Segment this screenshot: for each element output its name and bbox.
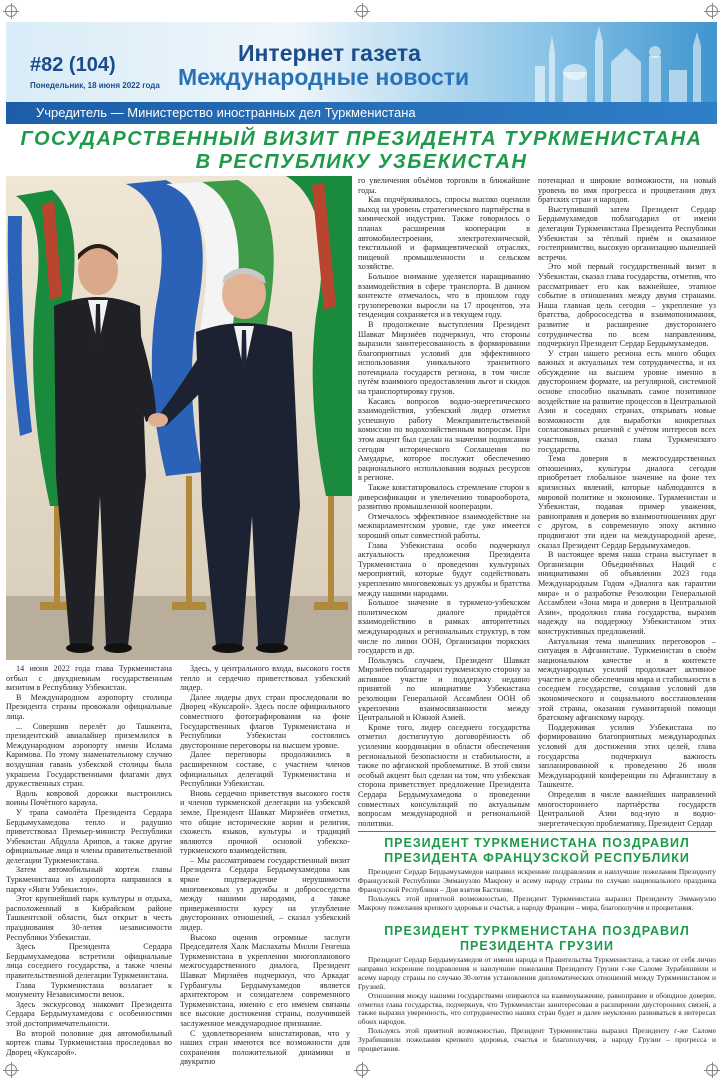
handshake-photo-illustration <box>6 176 352 660</box>
paragraph: Вновь сердечно приветствуя высокого гостя и членов туркменской делегации на узбекской земле, Президент Шавкат Мирзиёев отметил, что общие исторические корни и религия, схожесть языков, культуры и традиций являются прочной основой узбекско-туркменского взаимодействия. <box>180 788 350 856</box>
paragraph: У трапа самолёта Президента Сердара Бердымухамедова тепло и радушно приветствовал Премьер-министр Республики Узбекистан Абдулла Арипов, а также другие официальные лица и члены правительственной делегации Туркменистана. <box>6 807 172 865</box>
article-column-4 <box>538 176 716 828</box>
paragraph: У стран нашего региона есть много общих важных и актуальных тем сотрудничества, и их обсуждение на высшем уровне именно в двустороннем формате, на регулярной, системной основе способно оказывать самое позитивное воздействие на развитие процессов в Центральной Азии и соседних странах, открывать новые возможности для выработки конкретных согласованных решений с учётом интересов всех участников, сказал глава Туркменского государства. <box>538 348 716 454</box>
headline-line: ПРЕЗИДЕНТ ТУРКМЕНИСТАНА ПОЗДРАВИЛ <box>384 836 690 850</box>
issue-number: #82 (104) <box>30 54 116 76</box>
headline-line: ПРЕЗИДЕНТА ФРАНЦУЗСКОЙ РЕСПУБЛИКИ <box>384 851 690 865</box>
paper-subtitle: Международные новости <box>178 64 470 90</box>
paragraph: В Международном аэропорту столицы Президента страны провожали официальные лица. <box>6 692 172 721</box>
georgia-article <box>358 956 716 1076</box>
paragraph: Также констатировалось стремление сторон к диверсификации и увеличению товарооборота, развитию промышленной кооперации. <box>358 483 530 512</box>
paragraph: Актуальная тема нынешних переговоров – ситуация в Афганистане. Туркменистан в своём национальном качестве и в контексте международных усилий продолжает активное участие в деле обеспечения мира и стабильности в соседнем государстве, создания условий для экономического и социального восстановления этой страны, оказания гуманитарной помощи братскому афганскому народу. <box>538 636 716 723</box>
paragraph: Кроме того, лидер соседнего государства отметил достигнутую договорённость об усилении координации в области обеспечения региональной безопасности и стабильности, а также по афганской проблематике. В этой связи особый акцент был сделан на том, что узбекская сторона приветствует предложение Президента Сердара Бердымухамедова о проведении совместных консультаций по актуальным вопросам международной и региональной политики. <box>358 722 530 828</box>
paragraph: Далее лидеры двух стран проследовали во Дворец «Куксарой». Здесь после официального совместного фотографирования на фоне Государственных флагов Туркменистана и Республики Узбекистан состоялись двусторонние переговоры на высшем уровне. <box>180 692 350 750</box>
paragraph: Отмечалось эффективное взаимодействие на межпарламентском уровне, где уже имеется хороший опыт совместной работы. <box>358 511 530 540</box>
city-skyline-icon <box>527 22 717 102</box>
france-headline <box>358 836 716 866</box>
paragraph: Президент Сердар Бердымухамедов направил искренние поздравления и наилучшие пожелания Президенту Французской Республики Эммануэлю Макрону и всему народу страны по случаю национального праздника Французской Республики – Дня взятия Бастилии. <box>358 868 716 894</box>
headline-line: В РЕСПУБЛИКУ УЗБЕКИСТАН <box>195 151 528 173</box>
georgia-headline <box>358 924 716 954</box>
paragraph: Пользуясь этой приятной возможностью, Президент Туркменистана выразил Президенту г-же Саломе Зурабишвили пожелания крепкого здоровья, счастья и благополучия, а народу Грузии – прогресса и процветания. <box>358 1026 716 1054</box>
paragraph: ... Совершив перелёт до Ташкента, президентский авиалайнер приземлился в Международном аэропорту имени Ислама Каримова. По этому знаменательному случаю воздушная гавань узбекской столицы была украшена Государственными флагами двух дружественных стран. <box>6 721 172 789</box>
paragraph: Высоко оценив огромные заслуги Председателя Халк Маслахаты Милли Генгеша Туркменистана в укреплении многопланового межгосударственного диалога, Президент Шавкат Мирзиёев подчеркнул, что Аркадаг Гурбангулы Бердымухамедов является архитектором и созидателем современного Туркменистана, именно с его именем связаны все высокие достижения страны, получившей заслуженное международное признание. <box>180 932 350 1028</box>
article-column-1 <box>6 664 172 1076</box>
paragraph: Глава Туркменистана возлагает к монументу Независимости венок. <box>6 980 172 1000</box>
paragraph: Затем автомобильный кортеж главы Туркменистана из аэропорта направился к парку «Янги Узбекистон». <box>6 865 172 894</box>
paragraph: Здесь, у центрального входа, высокого гостя тепло и сердечно приветствовал узбекский лидер. <box>180 664 350 693</box>
crop-mark-icon <box>706 5 718 17</box>
article-column-2 <box>180 664 350 1076</box>
paragraph: Большое внимание уделяется наращиванию взаимодействия в сфере транспорта. В данном контексте отмечалось, что в прошлом году грузоперевозки выросли на 17 процентов, эта тенденция сохраняется и в текущем году. <box>358 271 530 320</box>
masthead <box>6 22 717 102</box>
paragraph: Выступивший затем Президент Сердар Бердымухамедов поблагодарил от имени делегации Туркменистана Президента Республики Узбекистан за тёплый приём и оказанное гостеприимство, высокую организацию нынешней встречи. <box>538 204 716 262</box>
paragraph: В продолжение выступления Президент Шавкат Мирзиёев подчеркнул, что стороны выразили заинтересованность в формировании благоприятных условий для эффективного использования уникального транзитного потенциала государств региона, в том числе путём взаимного предоставления льгот и скидок на транспортировку грузов. <box>358 319 530 397</box>
paragraph: го увеличения объёмов торговли в ближайшие годы. <box>358 176 530 195</box>
paragraph: Поддерживая усилия Узбекистана по формированию благоприятных международных условий для достижения этих целей, глава государства подчеркнул важность запланированной к проведению 26 июля Международной конференции по Афганистану в Ташкенте. <box>538 722 716 790</box>
paragraph: Это мой первый государственный визит в Узбекистан, сказал глава государства, отметив, что рассматривает его как важнейшее, этапное событие в отношениях между двумя странами. Наша главная цель сегодня – укрепление уз братства, добрососедства и взаимопонимания, развитие и расширение двустороннего сотрудничества по всем направлениям, подчеркнул Президент Сердар Бердымухамедов. <box>538 262 716 349</box>
paragraph: Пользуясь случаем, Президент Шавкат Мирзиёев поблагодарил туркменскую сторону за активное участие и поддержку недавно принятой по инициативе Узбекистана резолюции Генеральной Ассамблеи ООН об укреплении взаимосвязанности между Центральной и Южной Азией. <box>358 655 530 723</box>
paper-title: Интернет газета <box>238 40 421 66</box>
france-article <box>358 868 716 920</box>
headline-line: ПРЕЗИДЕНТ ТУРКМЕНИСТАНА ПОЗДРАВИЛ <box>384 924 690 938</box>
issue-date: Понедельник, 18 июня 2022 года <box>30 81 160 90</box>
crop-mark-icon <box>5 5 17 17</box>
paragraph: Президент Сердар Бердымухамедов от имени народа и Правительства Туркменистана, а также от себя лично направил искренние поздравления и наилучшие пожелания Президенту Грузии г-же Саломе Зурабишвили и всему народу страны по случаю 30-летия установления дипломатических отношений между Туркменистаном и Грузией. <box>358 956 716 991</box>
paragraph: Здесь Президента Сердара Бердымухамедова встретили официальные лица соседнего государства, а также члены правительственной делегации Туркменистана. <box>6 942 172 980</box>
main-headline <box>6 128 717 174</box>
paragraph: Определив в числе важнейших направлений многостороннего партнёрства государств Центральной Азии вод-ную и водно-энергетическую проблематику, Президент Сердар <box>538 790 716 828</box>
paragraph: Вдоль ковровой дорожки выстроились воины Почётного караула. <box>6 788 172 808</box>
lead-photo <box>6 176 352 660</box>
paragraph: Как подчёркивалось, спросы высоко оценили выход на уровень стратегического партнёрства в химической индустрии. Также говорилось о планах расширения кооперации в автомобилестроении, электротехнической, текстильной и фармацевтической отраслях, пищевой промышленности и сельском хозяйстве. <box>358 195 530 272</box>
paragraph: Отношения между нашими государствами опираются на взаимоуважение, равноправие и обоюдное доверие, отметил глава государства, подчеркнув, что Туркменистан заинтересован в расширении двусторонних связей, а также выразил уверенность, что сотрудничество наших стран будет и далее неуклонно развиваться в интересах обоих народов. <box>358 990 716 1027</box>
paragraph: Пользуясь этой приятной возможностью, Президент Туркменистана выразил Президенту Эммануэлю Макрону пожелания крепкого здоровья и счастья, а народу Франции – мира, благополучия и процветания. <box>358 893 716 912</box>
headline-line: ГОСУДАРСТВЕННЫЙ ВИЗИТ ПРЕЗИДЕНТА ТУРКМЕНИСТАНА <box>20 128 703 150</box>
paragraph: – Мы рассматриваем государственный визит Президента Сердара Бердымухамедова как яркое подтверждение нерушимости многовековых уз дружбы и добрососедства между нашими народами, а также приверженности курсу на углубление двусторонних отношений, – сказал узбекский лидер. <box>180 855 350 933</box>
paragraph: Касаясь вопросов водно-энергетического взаимодействия, узбекский лидер отметил успешную работу Межправительственной комиссии по водохозяйственным вопросам. При этом акцент был сделан на значении подписания сегодня исторического Соглашения по Амударье, которое послужит обеспечению рационального использования водных ресурсов в регионе. <box>358 396 530 483</box>
paragraph: В настоящее время наша страна выступает в Организации Объединённых Наций с инициативами об объявлении 2023 года Международным Годом «Диалога как гарантии мира» и о разработке Резолюции Генеральной Ассамблеи «Зона мира и доверия в Центральной Азии», продолжил глава государства, выразив надежду на поддержку Узбекистаном этих конструктивных предложений. <box>538 550 716 636</box>
article-column-3 <box>358 176 530 828</box>
founder-bar: Учредитель — Министерство иностранных дел Туркменистана <box>6 102 717 124</box>
paragraph: Глава Узбекистана особо подчеркнул актуальность предложения Президента Туркменистана о проведении культурных мероприятий, которые будут содействовать укреплению многовековых уз дружбы и братства между нашими народами. <box>358 540 530 598</box>
crop-mark-icon <box>356 5 368 17</box>
paragraph: Большое значение в туркмено-узбекском политическом диалоге придаётся взаимодействию в рамках авторитетных международных и региональных структур, в том числе по линии ООН, Организации тюркских государств и др. <box>358 598 530 656</box>
paragraph: Далее переговоры продолжились в расширенном составе, с участием членов официальных делегаций Туркменистана и Республики Узбекистан. <box>180 750 350 789</box>
paragraph: Здесь экскурсовод знакомит Президента Сердара Бердымухамедова с особенностями этой достопримечательности. <box>6 999 172 1028</box>
paragraph: Этот крупнейший парк культуры и отдыха, расположенный в Кибрайском районе Ташкентской области, был открыт в честь празднования 30-летия независимости Республики Узбекистан. <box>6 894 172 942</box>
section-divider <box>358 831 716 832</box>
paragraph: Во второй половине дня автомобильный кортеж главы Туркменистана проследовал во Дворец «Куксарой». <box>6 1028 172 1057</box>
paragraph: потенциал и широкие возможности, на новый уровень во имя прогресса и процветания двух братских стран и народов. <box>538 176 716 205</box>
headline-line: ПРЕЗИДЕНТА ГРУЗИИ <box>460 939 614 953</box>
paragraph: С удовлетворением констатировав, что у наших стран имеются все возможности для сохранения положительной динамики и двукратно <box>180 1028 350 1067</box>
paragraph: Тема доверия в межгосударственных отношениях, культуры диалога сегодня приобретает глобальное значение на фоне тех кризисных явлений, которые наблюдаются в мировой политике и экономике. Туркменистан и Узбекистан, подавая пример уважения, равноправия и доверия во взаимоотношениях друг с другом, в современную эпоху активно продвигают эти идеи на международной арене, сказал Президент Сердар Бердымухамедов. <box>538 454 716 550</box>
paragraph: 14 июня 2022 года глава Туркменистана отбыл с двухдневным государственным визитом в Республику Узбекистан. <box>6 664 172 693</box>
